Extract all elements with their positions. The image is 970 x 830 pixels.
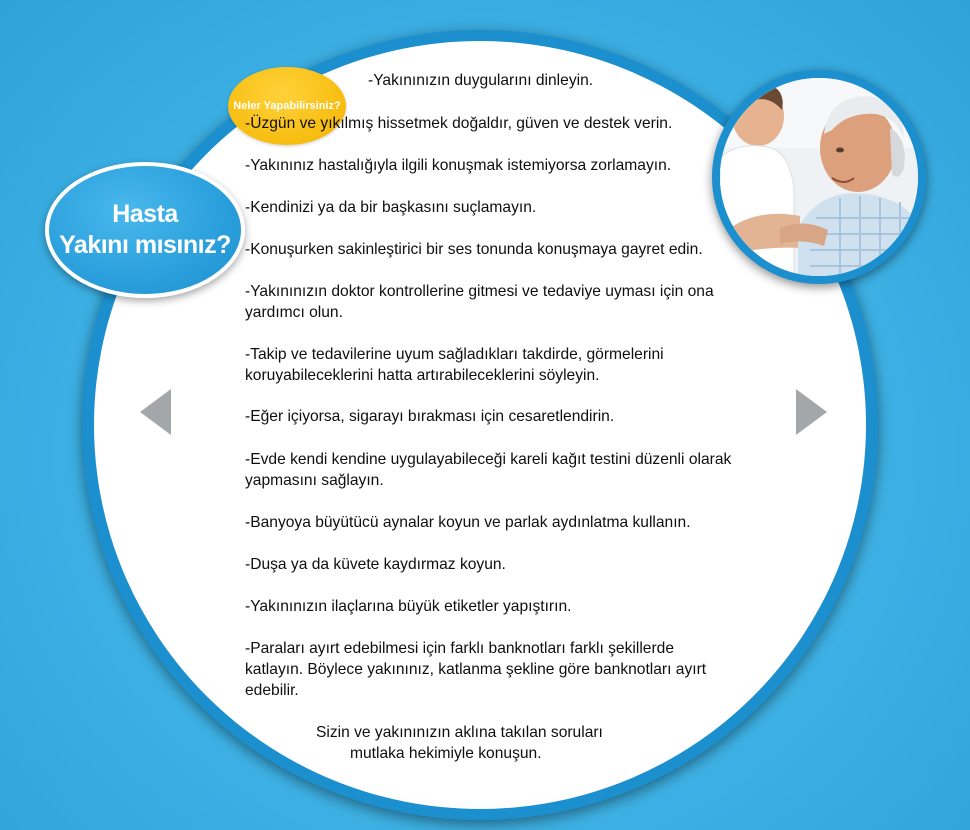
section-badge-label: Neler Yapabilirsiniz? xyxy=(233,100,341,112)
closing-line-2: mutlaka hekimiyle konuşun. xyxy=(350,745,542,762)
tip-line: katlayın. Böylece yakınınız, katlanma şekline göre banknotları ayırt xyxy=(245,661,707,678)
tip-item xyxy=(245,344,664,386)
closing-line-1: Sizin ve yakınınızın aklına takılan soruları xyxy=(316,724,603,741)
tip-item xyxy=(245,449,731,491)
tip-line: -Yakınınızın doktor kontrollerine gitmesi ve tedaviye uyması için ona xyxy=(245,283,714,300)
tip-line: -Üzgün ve yıkılmış hissetmek doğaldır, güven ve destek verin. xyxy=(245,115,673,132)
tip-line: -Yakınınızın ilaçlarına büyük etiketler yapıştırın. xyxy=(245,598,572,615)
tip-item xyxy=(245,638,706,701)
tip-item xyxy=(245,281,714,323)
title-line-2: Yakını mısınız? xyxy=(59,231,231,259)
tip-line: -Banyoya büyütücü aynalar koyun ve parlak aydınlatma kullanın. xyxy=(245,514,691,531)
tip-line: -Takip ve tedavilerine uyum sağladıkları takdirde, görmelerini xyxy=(245,346,664,363)
closing-note xyxy=(316,722,656,764)
tip-item xyxy=(245,596,571,617)
tip-line: yapmasını sağlayın. xyxy=(245,472,384,489)
tip-item xyxy=(245,239,703,260)
tip-line: yardımcı olun. xyxy=(245,304,343,321)
tip-item xyxy=(245,155,671,176)
tip-line: -Yakınınız hastalığıyla ilgili konuşmak istemiyorsa zorlamayın. xyxy=(245,157,672,174)
tip-line: -Paraları ayırt edebilmesi için farklı banknotları farklı şekillerde xyxy=(245,640,674,657)
tip-line: -Eğer içiyorsa, sigarayı bırakması için cesaretlendirin. xyxy=(245,408,615,425)
tip-line: -Yakınınızın duygularını dinleyin. xyxy=(368,72,594,89)
title-line-1: Hasta xyxy=(112,200,178,228)
tip-line: edebilir. xyxy=(245,682,299,699)
tip-line: -Evde kendi kendine uygulayabileceği kareli kağıt testini düzenli olarak xyxy=(245,451,732,468)
tip-line: koruyabileceklerini hatta artırabileceklerini söyleyin. xyxy=(245,367,600,384)
tip-item xyxy=(245,554,506,575)
tip-item xyxy=(245,197,536,218)
tip-line: -Konuşurken sakinleştirici bir ses tonunda konuşmaya gayret edin. xyxy=(245,241,703,258)
tip-item xyxy=(245,406,614,427)
tip-item xyxy=(245,113,672,134)
tip-item xyxy=(368,70,593,91)
tip-line: -Kendinizi ya da bir başkasını suçlamayın. xyxy=(245,199,537,216)
tip-item xyxy=(245,512,691,533)
tip-line: -Duşa ya da küvete kaydırmaz koyun. xyxy=(245,556,506,573)
